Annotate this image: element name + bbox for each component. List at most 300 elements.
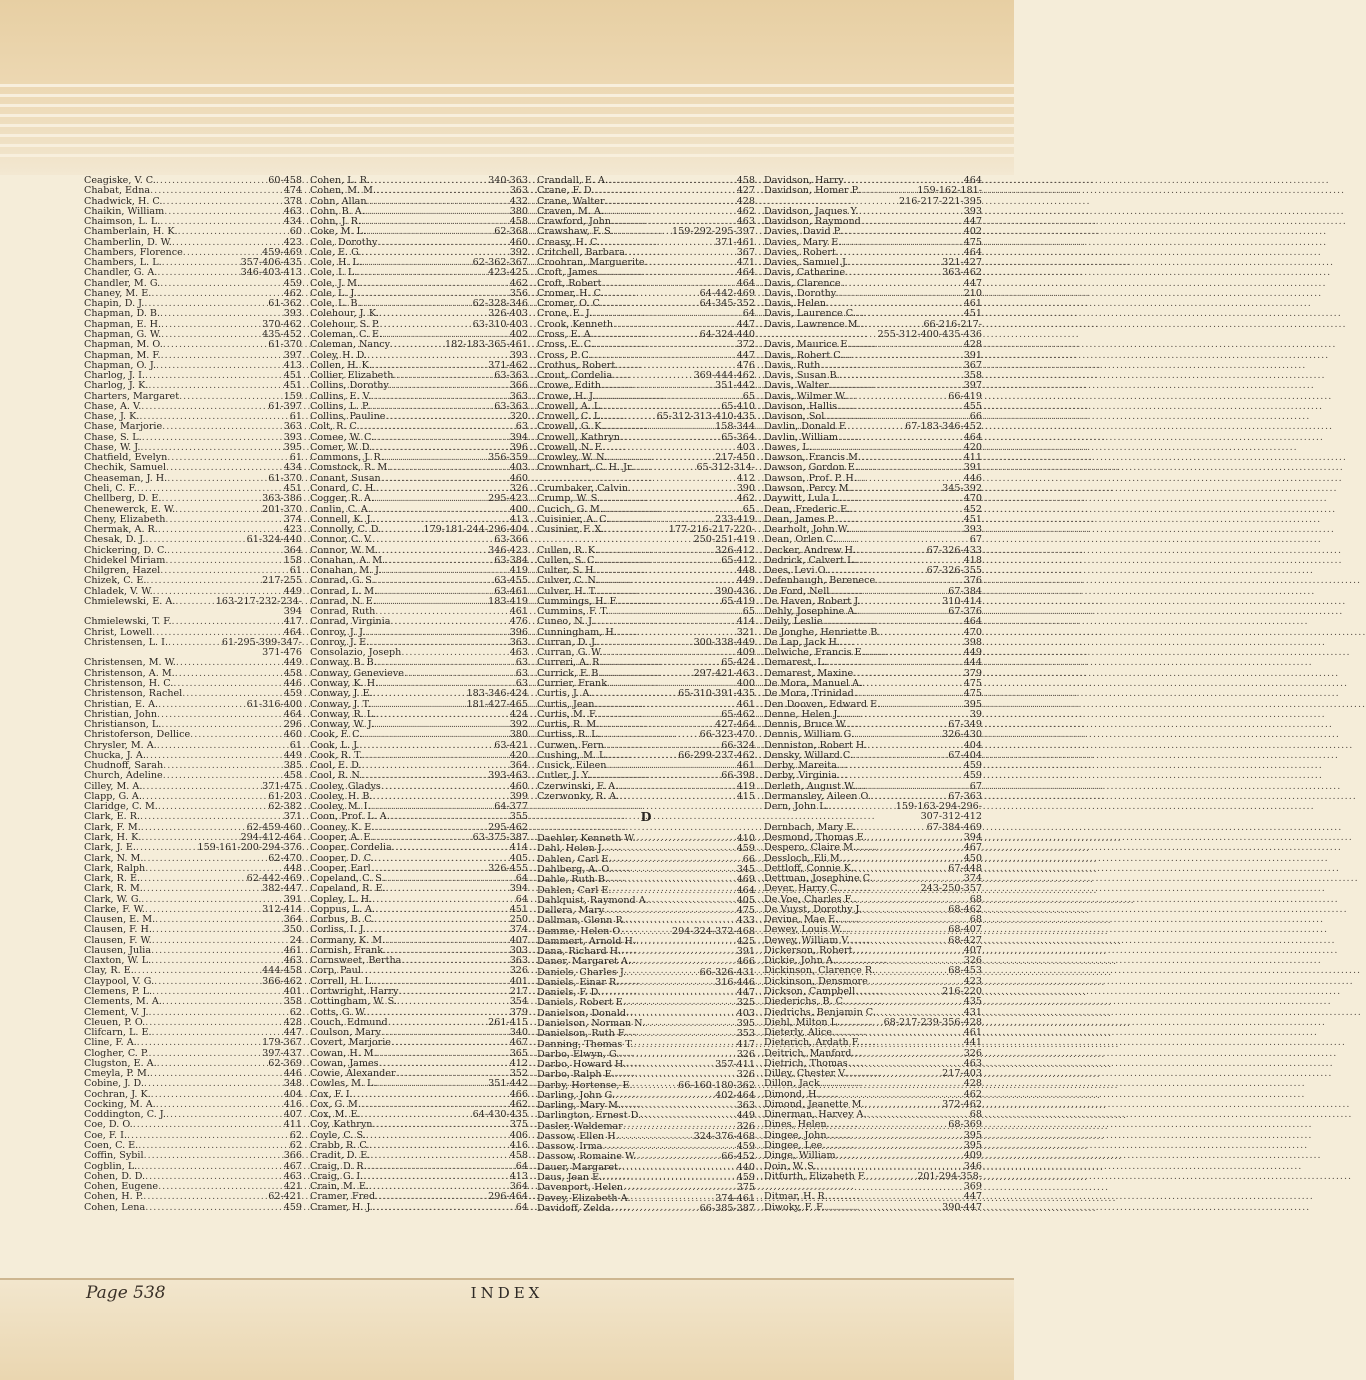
- entry-pages: 464: [736, 277, 755, 289]
- entry-name: Damme, Helen O.: [537, 925, 623, 937]
- entry-name: Danning, Thomas T.: [537, 1038, 634, 1050]
- entry-name: Davis, Dorothy: [764, 287, 837, 299]
- entry-pages: 63-384: [494, 554, 528, 566]
- index-entry: [84, 340, 302, 350]
- entry-pages: 356: [509, 287, 528, 299]
- entry-name: Decker, Andrew H.: [764, 544, 857, 556]
- entry-pages: 417: [283, 616, 302, 628]
- entry-pages: 371-475: [262, 780, 302, 792]
- entry-name: Currick, F. B.: [537, 667, 602, 679]
- entry-name: De Ford, Nell: [764, 585, 830, 597]
- entry-name: Crowell, A. L.: [537, 400, 604, 412]
- entry-pages: 397: [963, 380, 982, 392]
- entry-name: Cole, Dorothy: [310, 236, 378, 248]
- index-entry: [764, 1203, 982, 1213]
- entry-pages: 447: [736, 318, 755, 330]
- entry-name: Croft, Robert: [537, 277, 602, 289]
- entry-pages: 68: [969, 1109, 982, 1121]
- entry-name: Dehly, Josephine A.: [764, 606, 858, 618]
- entry-pages: 158: [283, 554, 302, 566]
- entry-pages: 201-294-358-: [917, 1170, 982, 1182]
- entry-name: Cole, J. M.: [310, 277, 361, 289]
- entry-pages: 61: [289, 565, 302, 577]
- entry-pages: 461: [736, 698, 755, 710]
- entry-name: Clements, M. A.: [84, 996, 162, 1008]
- entry-pages: 66-326-431: [699, 966, 755, 978]
- entry-pages: 446: [283, 1068, 302, 1080]
- entry-name: Conahan, A. M.: [310, 554, 386, 566]
- entry-pages: 449: [736, 1110, 755, 1122]
- entry-name: Dickie, John A.: [764, 955, 836, 967]
- entry-name: Cohn, B. A.: [310, 205, 365, 217]
- index-entry: [310, 186, 528, 196]
- entry-pages: 475: [963, 678, 982, 690]
- entry-pages: 379: [509, 1006, 528, 1018]
- entry-pages: 379: [963, 667, 982, 679]
- entry-name: Christensen, L. I.: [84, 636, 168, 648]
- entry-name: Dietrich, Thomas: [764, 1057, 848, 1069]
- entry-pages: 444-458: [262, 965, 302, 977]
- entry-pages: 390: [736, 482, 755, 494]
- entry-name: Cross, P. C.: [537, 349, 592, 361]
- entry-name: Cooper, Earl: [310, 862, 371, 874]
- entry-pages: 316-446: [715, 976, 755, 988]
- entry-pages: 391: [963, 349, 982, 361]
- entry-pages: 455: [963, 400, 982, 412]
- entry-pages: 62-362-367: [472, 257, 528, 269]
- entry-pages: 458: [736, 175, 755, 186]
- entry-name: Chatfield, Evelyn: [84, 452, 168, 464]
- entry-name: Comee, W. C.: [310, 431, 374, 443]
- entry-name: Davies, Robert: [764, 246, 836, 258]
- entry-name: Chmielewski, T. F.: [84, 616, 172, 628]
- section-letter-heading: D: [640, 809, 652, 825]
- entry-name: Dickinson, Clarence R.: [764, 965, 876, 977]
- index-entry: [84, 597, 302, 607]
- dot-leader: [859, 186, 916, 196]
- entry-pages: 326-412: [715, 544, 755, 556]
- entry-name: Crowe, Edith: [537, 380, 601, 392]
- entry-pages: 428: [963, 1078, 982, 1090]
- entry-name: Dessloch, Eli M.: [764, 852, 843, 864]
- dot-leader: [390, 340, 444, 350]
- entry-name: Clausen, F. H.: [84, 924, 152, 936]
- entry-name: Cross, E. A.: [537, 328, 594, 340]
- entry-pages: 363: [509, 390, 528, 402]
- entry-pages: 62: [289, 1129, 302, 1141]
- entry-name: Corp, Paul: [310, 965, 361, 977]
- entry-pages: 409: [963, 1150, 982, 1162]
- entry-pages: 201-370: [262, 503, 302, 515]
- entry-name: Devine, Mae E.: [764, 914, 839, 926]
- entry-name: Conway, K. H.: [310, 678, 379, 690]
- entry-pages: 358: [963, 370, 982, 382]
- entry-pages: 366: [283, 1150, 302, 1162]
- entry-pages: 428: [736, 195, 755, 207]
- entry-name: Chesak, D. J.: [84, 534, 146, 546]
- entry-name: Currier, Frank: [537, 678, 608, 690]
- entry-pages: 65: [742, 503, 755, 515]
- entry-pages: 397: [283, 349, 302, 361]
- entry-name: Clausen, E. M.: [84, 914, 156, 926]
- entry-name: Dickson, Campbell: [764, 985, 856, 997]
- entry-pages: 401: [509, 975, 528, 987]
- entry-pages: 459: [283, 1201, 302, 1213]
- entry-name: Cook, L. J.: [310, 739, 360, 751]
- entry-name: Dieterich, Ardath F.: [764, 1037, 860, 1049]
- entry-name: Cuneo, N. J.: [537, 616, 595, 628]
- entry-name: Davlin, Donald F.: [764, 421, 848, 433]
- entry-name: Crain, M. E.: [310, 1181, 369, 1193]
- index-entry: [764, 186, 982, 196]
- entry-name: Danielson, Ruth F.: [537, 1028, 627, 1040]
- entry-name: Chase, A. V.: [84, 400, 142, 412]
- entry-pages: 380: [509, 729, 528, 741]
- index-column-4: [764, 176, 982, 1213]
- entry-name: Cilley, M. A.: [84, 780, 143, 792]
- entry-pages: 428: [283, 1016, 302, 1028]
- entry-pages: 393: [283, 431, 302, 443]
- entry-name: Davis, Helen: [764, 298, 826, 310]
- entry-name: Conway, J. E.: [310, 688, 373, 700]
- entry-name: Crothus, Robert: [537, 359, 616, 371]
- entry-pages: 345-392: [942, 482, 982, 494]
- entry-name: Crowley, W. N.: [537, 452, 608, 464]
- entry-name: Cooper, D. C.: [310, 852, 374, 864]
- entry-name: Chenewerck, E. W.: [84, 503, 176, 515]
- dot-leader: [392, 843, 509, 853]
- entry-pages: 61: [289, 452, 302, 464]
- entry-pages: 417: [736, 1038, 755, 1050]
- entry-name: Chaikin, William: [84, 205, 165, 217]
- entry-name: Copeland, C. S.: [310, 873, 385, 885]
- entry-name: Davis, Clarence: [764, 277, 841, 289]
- entry-pages: 459: [283, 277, 302, 289]
- entry-name: Daus, Jean E.: [537, 1171, 603, 1183]
- entry-pages: 356-359: [488, 452, 528, 464]
- entry-name: Connell, K. J.: [310, 513, 373, 525]
- dot-leader: [623, 1183, 736, 1193]
- entry-pages: 363: [283, 421, 302, 433]
- entry-pages: 320: [509, 411, 528, 423]
- entry-pages: 67-326-355: [926, 565, 982, 577]
- entry-name: Conway, B. B.: [310, 657, 377, 669]
- entry-pages: 423: [283, 236, 302, 248]
- entry-pages: 406: [509, 1129, 528, 1141]
- entry-pages: 390-447: [942, 1201, 982, 1213]
- entry-pages: 39: [969, 708, 982, 720]
- entry-name: Dahl, Helen J.: [537, 843, 604, 855]
- entry-name: Denne, Helen J.: [764, 708, 840, 720]
- entry-pages: 62-369: [268, 1057, 302, 1069]
- entry-pages: 60-458: [268, 175, 302, 186]
- entry-pages: 394: [963, 832, 982, 843]
- entry-name: Davis, Robert C.: [764, 349, 844, 361]
- entry-name: Culver, C. N.: [537, 575, 599, 587]
- entry-name: Chapman, M. F.: [84, 349, 161, 361]
- entry-name: Clarke, F. W.: [84, 903, 145, 915]
- entry-name: Cole, I. L.: [310, 267, 358, 279]
- entry-pages: 366: [509, 380, 528, 392]
- entry-name: Cowie, Alexander: [310, 1068, 396, 1080]
- entry-pages: 158-344: [715, 421, 755, 433]
- entry-pages: 451: [509, 903, 528, 915]
- entry-name: Cummins, F. T.: [537, 606, 609, 618]
- entry-name: Davidson, Homer P.: [764, 185, 860, 197]
- entry-name: Cool, E. D.: [310, 760, 362, 772]
- entry-name: Colehour, J. K.: [310, 308, 380, 320]
- entry-name: Clark, R. E.: [84, 873, 141, 885]
- entry-pages: 447: [736, 349, 755, 361]
- entry-pages: 399: [509, 790, 528, 802]
- entry-name: Cox, G. M.: [310, 1098, 361, 1110]
- entry-name: Copley, L. H.: [310, 893, 373, 905]
- entry-name: Davis, Wilmer W.: [764, 390, 847, 402]
- entry-name: Cheaseman, J. H.: [84, 472, 168, 484]
- dot-leader: [604, 525, 668, 535]
- entry-pages: 65: [742, 606, 755, 618]
- index-column-2: [310, 176, 528, 1213]
- entry-pages: 363: [736, 1100, 755, 1112]
- index-entry: [310, 997, 528, 1007]
- entry-name: Cotts, G. W.: [310, 1006, 367, 1018]
- entry-pages: 63: [515, 421, 528, 433]
- entry-name: Cullen, S. C.: [537, 554, 597, 566]
- entry-name: Chaney, M. E.: [84, 287, 152, 299]
- entry-pages: 447: [963, 1191, 982, 1203]
- entry-pages: 65-462: [721, 708, 755, 720]
- entry-name: Dean, James P.: [764, 513, 836, 525]
- entry-name: Danielson, Norman N.: [537, 1017, 646, 1029]
- entry-pages: 357-411: [715, 1059, 755, 1071]
- entry-pages: 405: [509, 852, 528, 864]
- entry-pages: 371-461: [715, 236, 755, 248]
- entry-name: Dimond, H.: [764, 1088, 820, 1100]
- entry-pages: 464: [963, 431, 982, 443]
- entry-pages: 393: [509, 349, 528, 361]
- entry-name: Christoferson, Dellice: [84, 729, 191, 741]
- entry-pages: 382-447: [262, 883, 302, 895]
- entry-pages: 60: [289, 226, 302, 238]
- entry-name: Demarest, L.: [764, 657, 827, 669]
- index-entry-continuation: 371-476: [262, 647, 302, 659]
- entry-name: Conway, R. L.: [310, 708, 377, 720]
- entry-name: Cuisinier, A. C.: [537, 513, 610, 525]
- entry-pages: 459-469: [262, 246, 302, 258]
- entry-pages: 460: [509, 780, 528, 792]
- entry-pages: 351-442: [715, 380, 755, 392]
- entry-pages: 66-216-217-: [923, 318, 982, 330]
- entry-pages: 452: [963, 503, 982, 515]
- entry-name: Clausen, Julia: [84, 944, 152, 956]
- entry-pages: 326: [736, 1048, 755, 1060]
- entry-name: Cole, L. B.: [310, 298, 361, 310]
- entry-pages: 364: [509, 1181, 528, 1193]
- entry-name: Crowe, H. J.: [537, 390, 596, 402]
- entry-pages: 447: [736, 987, 755, 999]
- entry-name: Cobine, J. D.: [84, 1078, 144, 1090]
- entry-name: Davis, Laurence C.: [764, 308, 856, 320]
- entry-pages: 470: [963, 493, 982, 505]
- entry-pages: 392: [509, 719, 528, 731]
- entry-pages: 357-406-435: [240, 257, 302, 269]
- entry-pages: 61-295-399-347-: [221, 636, 302, 648]
- entry-pages: 366-462: [262, 975, 302, 987]
- entry-name: Chechik, Samuel: [84, 462, 167, 474]
- entry-name: Croft, James: [537, 267, 598, 279]
- entry-pages: 375: [509, 1119, 528, 1131]
- entry-pages: 61-370: [268, 339, 302, 351]
- entry-pages: 310-414: [942, 595, 982, 607]
- entry-pages: 466: [509, 1088, 528, 1100]
- entry-name: Darlington, Ernest D.: [537, 1110, 642, 1122]
- entry-pages: 217: [509, 985, 528, 997]
- entry-name: Davey, Elizabeth A.: [537, 1192, 631, 1204]
- entry-pages: 402-464: [715, 1089, 755, 1101]
- entry-pages: 409: [736, 647, 755, 659]
- entry-pages: 363-386: [262, 493, 302, 505]
- entry-name: Cramer, Fred: [310, 1191, 376, 1203]
- entry-pages: 62-442-469: [246, 873, 302, 885]
- entry-name: Dassow, Ellen H.: [537, 1130, 619, 1142]
- dot-leader: [600, 494, 736, 504]
- entry-pages: 447: [963, 277, 982, 289]
- entry-pages: 391: [283, 893, 302, 905]
- entry-pages: 402: [963, 226, 982, 238]
- entry-pages: 390-436: [715, 585, 755, 597]
- entry-pages: 61-370: [268, 472, 302, 484]
- dot-leader: [374, 494, 487, 504]
- entry-pages: 467: [509, 1037, 528, 1049]
- entry-pages: 340-363: [488, 175, 528, 186]
- entry-name: Daniels, F. D.: [537, 987, 602, 999]
- entry-pages: 325: [736, 997, 755, 1009]
- entry-name: Dillon, Jack: [764, 1078, 820, 1090]
- entry-name: Chase, W. J.: [84, 441, 141, 453]
- entry-name: Defenbaugh, Berenece: [764, 575, 876, 587]
- entry-name: Cheli, C. F.: [84, 482, 137, 494]
- entry-pages: 476: [736, 359, 755, 371]
- entry-pages: 68-453: [948, 965, 982, 977]
- dot-leader: [856, 843, 963, 853]
- entry-name: Dahle, Ruth B.: [537, 874, 609, 886]
- index-entry: [310, 689, 528, 699]
- entry-pages: 461: [283, 944, 302, 956]
- entry-pages: 460: [283, 729, 302, 741]
- entry-pages: 451: [963, 513, 982, 525]
- entry-pages: 62-459-460: [246, 821, 302, 833]
- entry-pages: 433: [736, 915, 755, 927]
- entry-name: Daywitt, Lula L.: [764, 493, 842, 505]
- entry-name: Despero, Claire M.: [764, 842, 856, 854]
- entry-pages: 446: [963, 472, 982, 484]
- entry-pages: 182-183-365-461: [445, 339, 528, 351]
- entry-name: Cutler, J. Y.: [537, 770, 591, 782]
- entry-pages: 63-363: [494, 400, 528, 412]
- entry-name: Chidekel Miriam: [84, 554, 166, 566]
- entry-name: De Lap, Jack H.: [764, 636, 840, 648]
- entry-name: Curtis, Jean: [537, 698, 595, 710]
- entry-pages: 183-346-424: [466, 688, 528, 700]
- dot-leader: [594, 186, 735, 196]
- entry-pages: 415: [736, 790, 755, 802]
- entry-name: Church, Adeline: [84, 770, 163, 782]
- entry-name: Darbo, Ralph E.: [537, 1069, 615, 1081]
- entry-pages: 398: [963, 636, 982, 648]
- entry-pages: 66-323-470: [699, 729, 755, 741]
- entry-name: Dees, Levi O.: [764, 565, 829, 577]
- entry-pages: 326: [736, 1069, 755, 1081]
- entry-name: Cooley, Gladys: [310, 780, 381, 792]
- entry-pages: 461: [963, 1027, 982, 1039]
- entry-pages: 367: [963, 359, 982, 371]
- entry-name: Comstock, R. M.: [310, 462, 391, 474]
- entry-name: Clark, R. M.: [84, 883, 143, 895]
- entry-name: Densky, Willard C.: [764, 749, 853, 761]
- entry-pages: 353: [736, 1028, 755, 1040]
- entry-name: Davies, David P.: [764, 226, 842, 238]
- entry-pages: 326-403: [488, 308, 528, 320]
- entry-pages: 423-425: [488, 267, 528, 279]
- entry-pages: 67-349: [948, 719, 982, 731]
- entry-name: De Mora, Trinidad: [764, 688, 854, 700]
- entry-pages: 420: [509, 749, 528, 761]
- entry-pages: 393: [963, 205, 982, 217]
- entry-pages: 419: [736, 780, 755, 792]
- entry-pages: 346-423: [488, 544, 528, 556]
- entry-name: Dewey, Louis W.: [764, 924, 843, 936]
- dot-leader: [829, 802, 895, 812]
- entry-pages: 451: [283, 380, 302, 392]
- entry-name: Dettman, Josephine C.: [764, 873, 873, 885]
- entry-pages: 62-328-346: [472, 298, 528, 310]
- entry-pages: 397-437: [262, 1047, 302, 1059]
- entry-pages: 346: [963, 1160, 982, 1172]
- entry-name: Cohn, J. R.: [310, 216, 362, 228]
- entry-pages: 459: [963, 760, 982, 772]
- entry-name: Clapp, G. A.: [84, 790, 142, 802]
- dot-leader: [866, 1172, 916, 1182]
- entry-name: Connolly, C. D.: [310, 524, 382, 536]
- entry-pages: 163-217-232-234-: [215, 595, 302, 607]
- entry-name: Cox, M. E.: [310, 1109, 361, 1121]
- entry-pages: 210: [963, 287, 982, 299]
- entry-pages: 346-403-413: [240, 267, 302, 279]
- entry-pages: 474: [283, 185, 302, 197]
- header-band: [0, 0, 1014, 175]
- entry-name: Darling, John G.: [537, 1089, 615, 1101]
- entry-pages: 476: [509, 616, 528, 628]
- entry-name: Davis, Walter: [764, 380, 829, 392]
- entry-name: Cochran, J. K.: [84, 1088, 151, 1100]
- entry-name: Crane, F. D.: [537, 185, 595, 197]
- entry-name: Christian, E. A.: [84, 698, 159, 710]
- entry-name: Couch, Edmund: [310, 1016, 388, 1028]
- entry-name: Cole, H. L.: [310, 257, 362, 269]
- entry-name: Dana, Richard H.: [537, 946, 622, 958]
- entry-pages: 345: [736, 864, 755, 875]
- entry-pages: 371: [283, 811, 302, 823]
- entry-name: Dernbach, Mary E.: [764, 821, 857, 833]
- dot-leader: [376, 186, 509, 196]
- entry-name: Copeland, R. E.: [310, 883, 386, 895]
- entry-name: Dingee, John: [764, 1129, 827, 1141]
- entry-name: Curtis, R. M.: [537, 719, 600, 731]
- entry-name: Daniels, Robert E.: [537, 997, 626, 1009]
- index-entry: [764, 689, 982, 699]
- index-entry: [84, 186, 302, 196]
- entry-pages: 411: [283, 1119, 302, 1131]
